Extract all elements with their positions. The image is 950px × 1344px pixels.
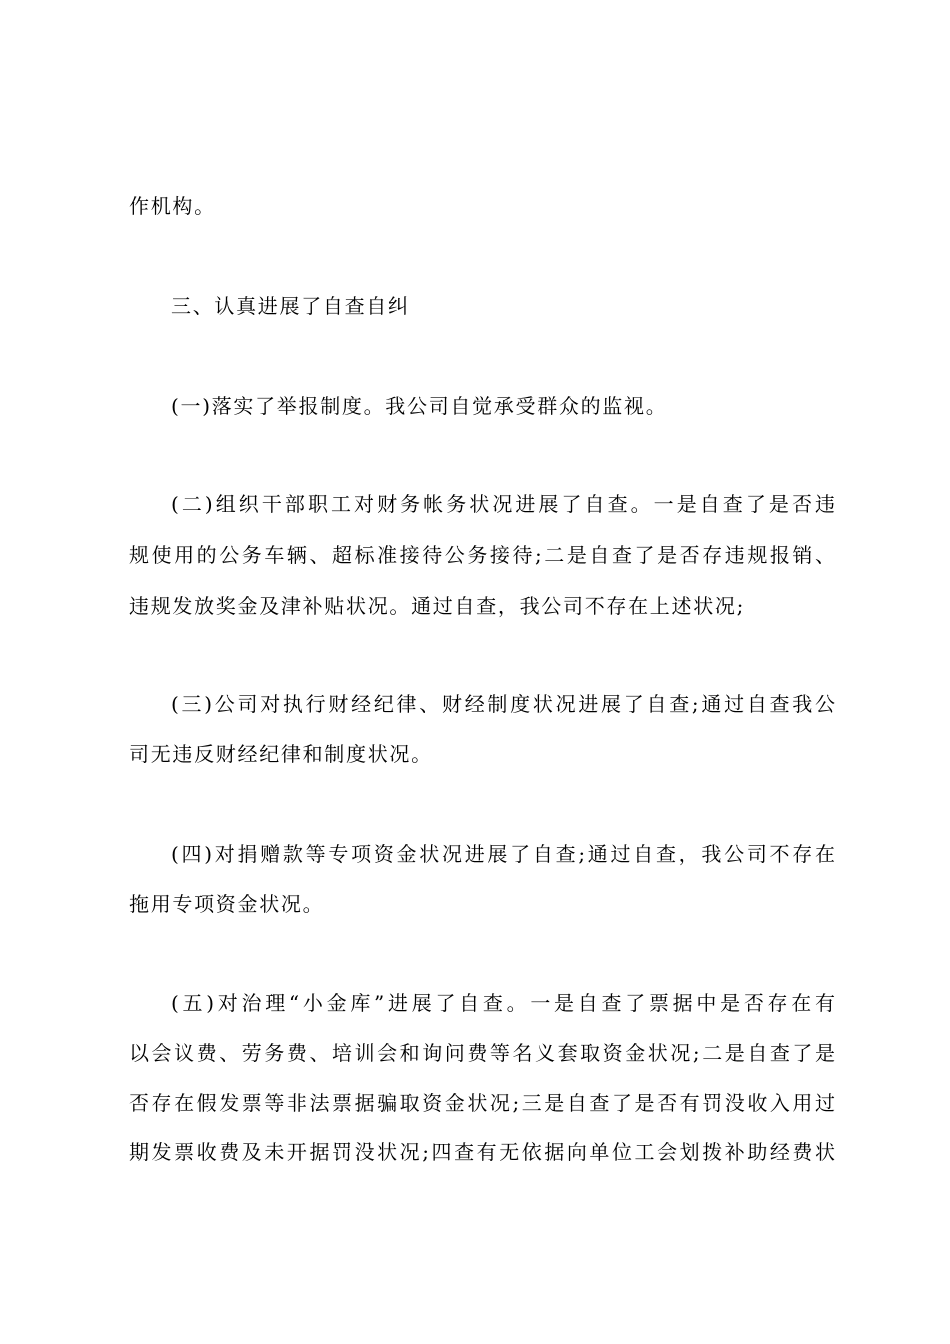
paragraph-5-line-2: 以会议费、劳务费、培训会和询问费等名义套取资金状况;二是自查了是 <box>129 1041 835 1065</box>
paragraph-5-line-1: (五)对治理“小金库”进展了自查。一是自查了票据中是否存在有 <box>171 991 835 1015</box>
paragraph-3-line-2: 司无违反财经纪律和制度状况。 <box>129 742 433 766</box>
paragraph-3-line-1: (三)公司对执行财经纪律、财经制度状况进展了自查;通过自查我公 <box>171 692 835 716</box>
paragraph-2-line-3: 违规发放奖金及津补贴状况。通过自查，我公司不存在上述状况; <box>129 594 746 618</box>
paragraph-1-line-1: (一)落实了举报制度。我公司自觉承受群众的监视。 <box>171 394 668 418</box>
paragraph-4-line-1: (四)对捐赠款等专项资金状况进展了自查;通过自查，我公司不存在 <box>171 842 835 866</box>
paragraph-5-line-4: 期发票收费及未开据罚没状况;四查有无依据向单位工会划拨补助经费状 <box>129 1140 835 1164</box>
paragraph-2-line-2: 规使用的公务车辆、超标准接待公务接待;二是自查了是否存违规报销、 <box>129 543 835 567</box>
paragraph-continuation: 作机构。 <box>129 194 216 218</box>
paragraph-2-line-1: (二)组织干部职工对财务帐务状况进展了自查。一是自查了是否违 <box>171 492 835 516</box>
paragraph-5-line-3: 否存在假发票等非法票据骗取资金状况;三是自查了是否有罚没收入用过 <box>129 1091 835 1115</box>
section-heading: 三、认真进展了自查自纠 <box>171 294 410 318</box>
paragraph-4-line-2: 拖用专项资金状况。 <box>129 892 325 916</box>
